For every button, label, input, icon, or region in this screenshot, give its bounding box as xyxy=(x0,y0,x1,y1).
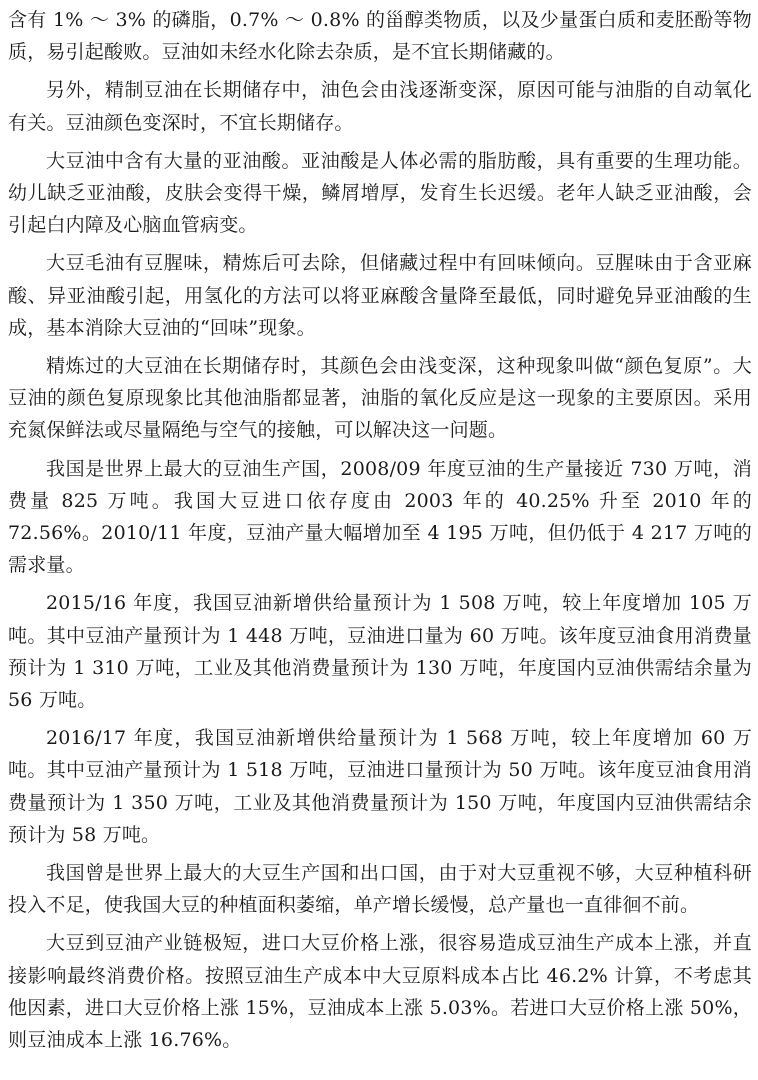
paragraph-soybean-production: 我国曾是世界上最大的大豆生产国和出口国，由于对大豆重视不够，大豆种植科研投入不足，使我国大豆的种植面积萎缩，单产增长缓慢，总产量也一直徘徊不前。 xyxy=(8,862,752,917)
paragraph-supply-2016-17: 2016/17 年度，我国豆油新增供给量预计为 1 568 万吨，较上年度增加 60 万吨。其中豆油产量预计为 1 518 万吨，豆油进口量预计为 50 万吨。该年度豆油食用消费量预计为 1 350 万吨，工业及其他消费量预计为 150 万吨，年度国内豆油供需结余预计为 58 万吨。 xyxy=(8,727,752,846)
paragraph-supply-2015-16: 2015/16 年度，我国豆油新增供给量预计为 1 508 万吨，较上年度增加 105 万吨。其中豆油产量预计为 1 448 万吨，豆油进口量为 60 万吨。该年度豆油食用消费量预计为 1 310 万吨，工业及其他消费量预计为 130 万吨，年度国内豆油供需结余量为 56 万吨。 xyxy=(8,592,752,712)
paragraph-cost-chain: 大豆到豆油产业链极短，进口大豆价格上涨，很容易造成豆油生产成本上涨，并直接影响最终消费价格。按照豆油生产成本中大豆原料成本占比 46.2% 计算，不考虑其他因素，进口大豆价格上涨 15%，豆油成本上涨 5.03%。若进口大豆价格上涨 50%，则豆油成本上涨 16.76%。 xyxy=(8,932,752,1052)
paragraph-phospholipids: 含有 1% ～ 3% 的磷脂，0.7% ～ 0.8% 的甾醇类物质，以及少量蛋白质和麦胚酚等物质，易引起酸败。豆油如未经水化除去杂质，是不宜长期储藏的。 xyxy=(8,9,752,64)
paragraph-beany-flavor: 大豆毛油有豆腥味，精炼后可去除，但储藏过程中有回味倾向。豆腥味由于含亚麻酸、异亚油酸引起，用氢化的方法可以将亚麻酸含量降至最低，同时避免异亚油酸的生成，基本消除大豆油的“回味”现象。 xyxy=(8,252,752,339)
paragraph-production-2008: 我国是世界上最大的豆油生产国，2008/09 年度豆油的生产量接近 730 万吨，消费量 825 万吨。我国大豆进口依存度由 2003 年的 40.25% 升至 2010 年的 72.56%。2010/11 年度，豆油产量大幅增加至 4 195 万吨，但仍低于 4 217 万吨的需求量。 xyxy=(8,457,752,577)
paragraph-linoleic-acid: 大豆油中含有大量的亚油酸。亚油酸是人体必需的脂肪酸，具有重要的生理功能。幼儿缺乏亚油酸，皮肤会变得干燥，鳞屑增厚，发育生长迟缓。老年人缺乏亚油酸，会引起白内障及心脑血管病变。 xyxy=(8,149,752,237)
paragraph-color-reversion: 精炼过的大豆油在长期储存时，其颜色会由浅变深，这种现象叫做“颜色复原”。大豆油的颜色复原现象比其他油脂都显著，油脂的氧化反应是这一现象的主要原因。采用充氮保鲜法或尽量隔绝与空气的接触，可以解决这一问题。 xyxy=(8,355,752,442)
paragraph-color-darkening: 另外，精制豆油在长期储存中，油色会由浅逐渐变深，原因可能与油脂的自动氧化有关。豆油颜色变深时，不宜长期储存。 xyxy=(8,79,752,134)
